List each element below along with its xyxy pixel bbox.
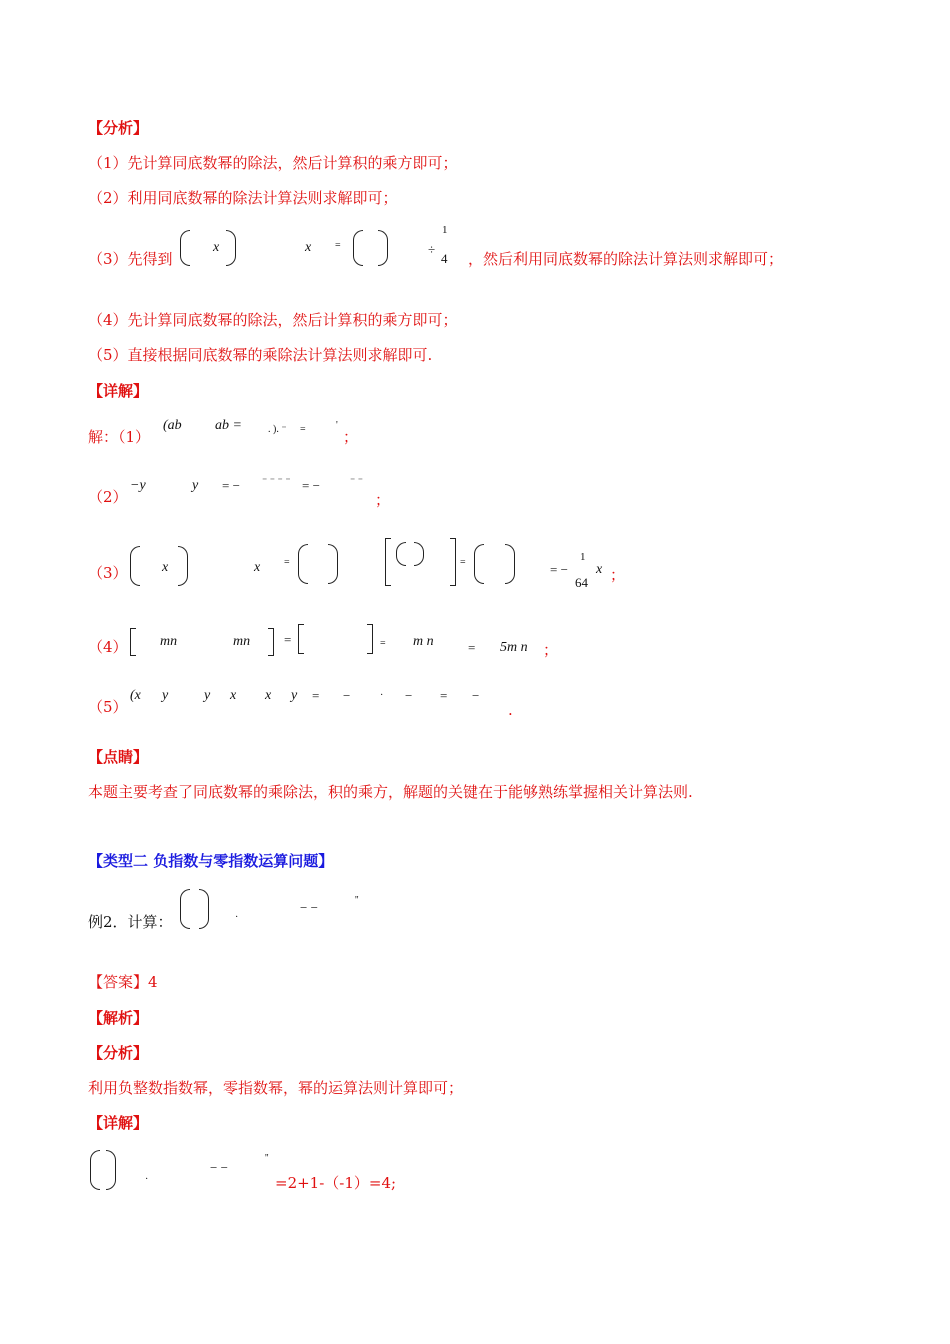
math-mn: m n (413, 634, 434, 649)
equals-sign: = (335, 240, 341, 251)
math-ab: (ab (163, 418, 182, 433)
equals-sign: = (380, 638, 386, 649)
right-paren (178, 546, 188, 586)
math-equals-negative: = − (222, 478, 240, 493)
math-x: x (230, 688, 237, 703)
math-x: (x (130, 688, 141, 703)
jiexi-heading: 【解析】 (88, 1009, 149, 1027)
math-x: x (162, 560, 169, 575)
left-bracket (385, 538, 391, 586)
equals-sign: = (284, 632, 292, 647)
left-bracket (298, 624, 304, 654)
right-paren (106, 1150, 116, 1190)
math-equals-negative: = − (550, 562, 568, 577)
divide-sign: ÷ (428, 242, 436, 257)
math-fragment: '' (265, 1153, 269, 1164)
left-paren (90, 1150, 100, 1190)
left-paren (180, 230, 190, 266)
analysis-step-2: （2）利用同底数幂的除法计算法则求解即可； (88, 189, 398, 207)
semicolon: ； (543, 641, 559, 659)
analysis-step-3-prefix: （3）先得到 (88, 250, 173, 268)
analysis-step-5: （5）直接根据同底数幂的乘除法计算法则求解即可. (88, 346, 433, 364)
solution-2-label: （2） (88, 488, 128, 506)
math-mn: mn (233, 634, 251, 649)
equals-sign: = (460, 557, 466, 568)
math-x: x (254, 560, 261, 575)
right-bracket (367, 624, 373, 654)
left-paren (180, 889, 190, 929)
equals-sign: = (300, 424, 306, 435)
semicolon: ； (375, 491, 391, 509)
minus-sign: − (472, 688, 480, 703)
answer: 【答案】4 (88, 973, 158, 991)
minus-sign: − (343, 688, 351, 703)
math-y: y (204, 688, 211, 703)
left-paren (353, 230, 363, 266)
fraction-denominator: 4 (441, 251, 448, 266)
math-fragment: ⁻ ⁻ ⁻ ⁻ (262, 476, 291, 487)
math-fragment: · (235, 912, 239, 923)
right-paren (199, 889, 209, 929)
equals-sign: = (440, 688, 448, 703)
math-y: y (291, 688, 298, 703)
left-bracket (130, 628, 136, 656)
left-paren (396, 542, 406, 566)
math-fragment: . ). ⁻ (268, 424, 287, 435)
math-fragment: − − (300, 900, 318, 915)
equals-sign: = (312, 688, 320, 703)
right-paren (328, 544, 338, 584)
math-x: x (265, 688, 272, 703)
right-bracket (268, 628, 274, 656)
equals-sign: = (468, 640, 476, 655)
comment-text: 本题主要考查了同底数幂的乘除法，积的乘方，解题的关键在于能够熟练掌握相关计算法则. (88, 783, 693, 801)
math-fragment: · (380, 690, 384, 701)
right-paren (378, 230, 388, 266)
math-fragment: − − (210, 1160, 228, 1175)
math-x: x (213, 240, 220, 255)
math-neg-y: −y (130, 478, 146, 493)
minus-sign: − (405, 688, 413, 703)
solution-5-label: （5） (88, 698, 128, 716)
solution-1-prefix: 解：（1） (88, 428, 151, 446)
fraction-denominator: 64 (575, 575, 588, 590)
math-mn: mn (160, 634, 178, 649)
detail-result: =2+1-（-1）=4; (275, 1174, 397, 1192)
section-title: 【类型二 负指数与零指数运算问题】 (88, 852, 334, 870)
example-label: 例2．计算： (88, 913, 173, 931)
math-fragment: ' (336, 420, 338, 431)
analysis-step-1: （1）先计算同底数幂的除法，然后计算积的乘方即可； (88, 154, 458, 172)
comment-heading: 【点睛】 (88, 748, 149, 766)
detail-heading: 【详解】 (88, 382, 149, 400)
semicolon: ； (343, 428, 359, 446)
fraction-numerator: 1 (442, 224, 448, 236)
right-paren (505, 544, 515, 584)
math-fragment: '' (355, 895, 359, 906)
math-x: x (596, 562, 603, 577)
right-paren (226, 230, 236, 266)
period: . (508, 701, 513, 719)
semicolon: ； (610, 566, 626, 584)
math-fragment: · (145, 1174, 149, 1185)
left-paren (474, 544, 484, 584)
right-paren (414, 542, 424, 566)
analysis-heading: 【分析】 (88, 1044, 149, 1062)
math-y: y (192, 478, 199, 493)
math-5mn: 5m n (500, 640, 528, 655)
right-bracket (450, 538, 456, 586)
left-paren (130, 546, 140, 586)
solution-3-label: （3） (88, 564, 128, 582)
solution-4-label: （4） (88, 638, 128, 656)
detail-heading: 【详解】 (88, 1114, 149, 1132)
fraction-numerator: 1 (580, 551, 586, 563)
analysis-step-4: （4）先计算同底数幂的除法，然后计算积的乘方即可； (88, 311, 458, 329)
analysis-heading: 【分析】 (88, 119, 149, 137)
math-ab: ab = (215, 418, 242, 433)
analysis-step-3-suffix: ，然后利用同底数幂的除法计算法则求解即可； (468, 250, 784, 268)
math-fragment: ⁻ ⁻ (350, 476, 364, 487)
analysis-text: 利用负整数指数幂，零指数幂，幂的运算法则计算即可； (88, 1079, 464, 1097)
math-equals-negative: = − (302, 478, 320, 493)
math-y: y (162, 688, 169, 703)
math-x: x (305, 240, 312, 255)
left-paren (298, 544, 308, 584)
equals-sign: = (284, 557, 290, 568)
